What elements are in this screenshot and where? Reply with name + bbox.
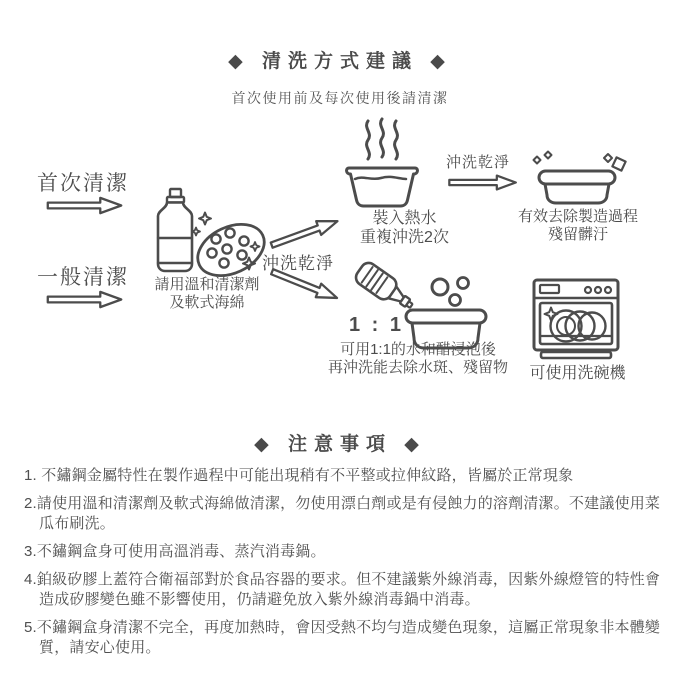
clean-container-icon	[518, 148, 638, 208]
ratio-label: 1 : 1	[349, 314, 405, 336]
sponge-icon	[190, 214, 273, 285]
vinegar-caption: 可用1:1的水和醋浸泡後 再沖洗能去除水斑、殘留物	[327, 341, 508, 376]
cleaning-section-title: ◆ 清洗方式建議 ◆	[228, 51, 452, 72]
note-item: 2.請使用溫和清潔劑及軟式海綿做清潔，勿使用漂白劑或是有侵蝕力的溶劑清潔。不建議使用菜瓜布刷洗。	[24, 495, 661, 532]
hot-water-caption: 裝入熱水 重複沖洗2次	[360, 210, 449, 246]
cleaning-section-subtitle: 首次使用前及每次使用後請清潔	[231, 90, 449, 106]
detergent-caption: 請用溫和清潔劑 及軟式海綿	[154, 276, 260, 311]
arrow-right-icon	[44, 195, 126, 216]
sparkle-icon	[534, 152, 626, 171]
steam-basin-icon	[343, 118, 423, 208]
dishwasher-caption: 可使用洗碗機	[529, 365, 626, 382]
vinegar-bottle-icon	[353, 260, 418, 316]
note-item: 4.鉑級矽膠上蓋符合衛福部對於食品容器的要求。但不建議紫外線消毒，因紫外線燈管的特性會造成矽膠變色雖不影響使用，仍請避免放入紫外線消毒鍋中消毒。	[24, 571, 661, 608]
notes-section-title: ◆ 注意事項 ◆	[254, 434, 426, 455]
detergent-and-sponge-icon	[146, 187, 272, 285]
bubbles-icon	[432, 278, 469, 306]
arrow-right-icon	[44, 289, 126, 310]
general-clean-label: 一般清潔	[37, 266, 129, 289]
dishwasher-icon	[529, 277, 625, 361]
rinse-clean-label-middle: 沖洗乾淨	[262, 254, 334, 273]
rinse-clean-label-top: 沖洗乾淨	[446, 154, 511, 171]
arrow-right-icon	[446, 173, 520, 192]
steam-lines-icon	[367, 119, 398, 159]
clean-result-caption: 有效去除製造過程 殘留髒汙	[517, 208, 638, 243]
first-clean-label: 首次清潔	[37, 172, 129, 195]
notes-list	[24, 466, 666, 666]
note-item: 5.不鏽鋼盒身清潔不完全，再度加熱時，會因受熱不均勻造成變色現象，這屬正常現象非本體變質，請安心使用。	[24, 619, 661, 656]
note-item: 1. 不鏽鋼金屬特性在製作過程中可能出現稍有不平整或拉伸紋路，皆屬於正常現象	[24, 467, 574, 484]
note-item: 3.不鏽鋼盒身可使用高溫消毒、蒸汽消毒鍋。	[24, 543, 326, 560]
detergent-bottle-icon	[158, 189, 192, 271]
